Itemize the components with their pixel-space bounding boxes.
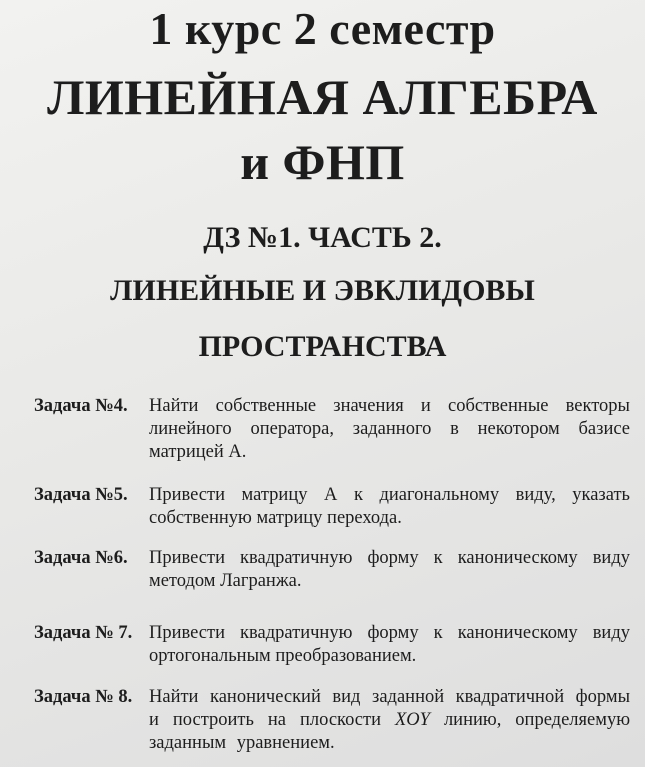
topic-heading-continued: ПРОСТРАНСТВА xyxy=(198,330,447,363)
task-label: Задача №5. xyxy=(34,485,128,505)
task-label: Задача № 7. xyxy=(34,623,133,643)
task-item xyxy=(34,622,630,668)
task-text: Привести матрицу А к диагональному виду, указать собственную матрицу перехода. xyxy=(149,485,630,528)
task-item xyxy=(34,686,630,755)
task-item xyxy=(34,547,630,593)
task-label: Задача №4. xyxy=(34,396,128,416)
homework-heading: ДЗ №1. ЧАСТЬ 2. xyxy=(203,221,442,254)
task-text xyxy=(149,686,630,755)
task-item xyxy=(34,484,630,530)
task-label: Задача №6. xyxy=(34,548,128,568)
subject-title-continued: и ФНП xyxy=(240,134,405,190)
task-text: Привести квадратичную форму к каноническому виду методом Лагранжа. xyxy=(149,548,630,591)
task-text-part: Найти канонический вид заданной квадратичной формы и построить на плоскости xyxy=(149,687,630,730)
task-text: Найти собственные значения и собственные векторы линейного оператора, заданного в некотором базисе матрицей А. xyxy=(149,396,630,462)
task-item xyxy=(34,395,630,464)
subject-title: ЛИНЕЙНАЯ АЛГЕБРА xyxy=(47,69,598,125)
task-text-part: линию, определяемую заданным уравнением. xyxy=(149,710,631,753)
task-label: Задача № 8. xyxy=(34,687,133,707)
course-semester-title: 1 курс 2 семестр xyxy=(149,3,496,54)
plane-name: XOY xyxy=(395,710,430,730)
topic-heading: ЛИНЕЙНЫЕ И ЭВКЛИДОВЫ xyxy=(110,274,535,307)
task-text: Привести квадратичную форму к каноническому виду ортогональным преобразованием. xyxy=(149,623,630,666)
